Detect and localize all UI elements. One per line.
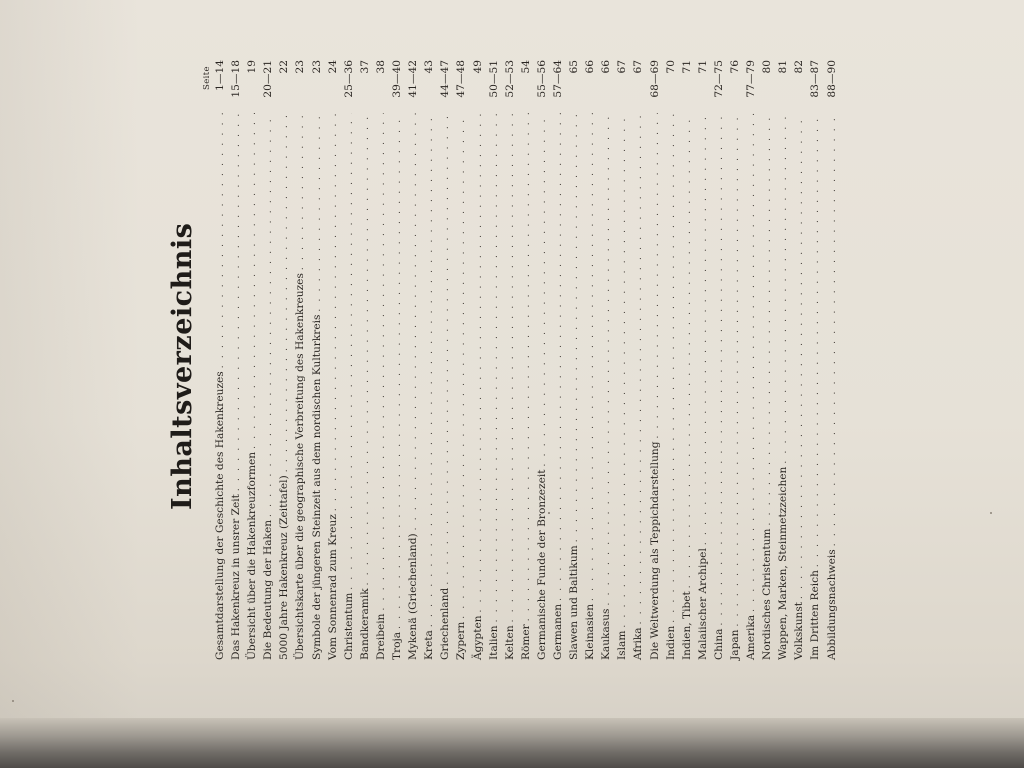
toc-entry-label: Afrika (632, 627, 645, 660)
toc-entry-label: Gesamtdarstellung der Geschichte des Hakenkreuzes (214, 371, 226, 660)
toc-dot-leader (535, 113, 551, 467)
toc-dot-leader (422, 113, 438, 627)
page-bottom-edge (0, 718, 1024, 768)
toc-entry-label: Volkskunst (793, 601, 806, 660)
toc-entry (550, 60, 566, 660)
toc-entry-page: 54 (519, 60, 532, 74)
toc-entry-label: Malaiischer Archipel (696, 548, 709, 660)
toc-dot-leader (825, 113, 841, 546)
toc-dot-leader (615, 113, 631, 628)
toc-entry (341, 60, 357, 660)
toc-entry-label: Germanische Funde der Bronzezeit (535, 469, 548, 660)
toc-entry-page: 25—36 (342, 60, 355, 98)
toc-entry-page: 72—75 (712, 60, 725, 98)
toc-dot-leader (406, 113, 422, 530)
toc-dot-leader (326, 113, 342, 511)
toc-dot-leader (213, 113, 229, 368)
toc-dot-leader (808, 113, 824, 567)
toc-entry-label: Kleinasien (584, 603, 597, 660)
toc-entry (807, 60, 823, 660)
toc-entry-label: Vom Sonnenrad zum Kreuz (326, 514, 339, 660)
toc-entry (309, 60, 325, 660)
toc-entry (437, 60, 453, 660)
toc-entry (630, 60, 646, 660)
toc-entry-label: Bandkeramik (358, 588, 371, 660)
toc-entry (824, 60, 840, 660)
toc-entry-page: 80 (761, 60, 774, 74)
toc-dot-leader (648, 113, 664, 439)
toc-entry-label: 5000 Jahre Hakenkreuz (Zeittafel) (278, 475, 291, 660)
toc-entry (453, 60, 469, 660)
toc-entry (244, 60, 260, 660)
toc-entry-label: Ägypten (471, 615, 484, 660)
toc-entry-label: Kreta (423, 630, 436, 660)
toc-dot-leader (310, 113, 326, 312)
toc-dot-leader (293, 113, 309, 270)
toc-entry-label: Griechenland (439, 587, 452, 660)
toc-entry-page: 44—47 (439, 60, 452, 98)
toc-entry-label: Indien, Tibet (680, 591, 693, 660)
toc-dot-leader (567, 113, 583, 542)
toc-entry-label: Römer (519, 624, 532, 660)
toc-entry-page: 55—56 (535, 60, 548, 98)
toc-entry-page: 57—64 (551, 60, 564, 98)
toc-entry-label: Germanen (551, 603, 564, 660)
toc-dot-leader (712, 113, 728, 626)
toc-entry (486, 60, 502, 660)
toc-entry-page: 20—21 (262, 60, 275, 98)
toc-entry (614, 60, 630, 660)
toc-dot-leader (696, 113, 712, 545)
toc-dot-leader (503, 113, 519, 622)
toc-entry-page: 23 (310, 60, 323, 74)
toc-entry-label: Die Bedeutung der Haken (262, 519, 275, 660)
toc-entry (502, 60, 518, 660)
toc-entry-page: 66 (600, 60, 613, 74)
toc-dot-leader (471, 113, 487, 612)
toc-entry-page: 41—42 (407, 60, 420, 98)
toc-dot-leader (728, 113, 744, 627)
toc-entry (743, 60, 759, 660)
toc-dot-leader (342, 113, 358, 590)
toc-title: Inhaltsverzeichnis (167, 222, 198, 510)
toc-dot-leader (599, 113, 615, 606)
toc-entry-page: 83—87 (809, 60, 822, 98)
toc-dot-leader (760, 113, 776, 526)
toc-entry (292, 60, 308, 660)
toc-entry-page: 67 (632, 60, 645, 74)
toc-entry (598, 60, 614, 660)
toc-dot-leader (374, 113, 390, 611)
toc-entry-page: 47—48 (455, 60, 468, 98)
toc-dot-leader (519, 113, 535, 621)
toc-entry-page: 71 (680, 60, 693, 74)
toc-entry (775, 60, 791, 660)
toc-entry-page: 23 (294, 60, 307, 74)
toc-dot-leader (583, 113, 599, 601)
toc-dot-leader (792, 113, 808, 599)
toc-entry (663, 60, 679, 660)
toc-entry-label: Christentum (342, 592, 355, 660)
toc-entry-page: 50—51 (487, 60, 500, 98)
toc-entry-label: Das Hakenkreuz in unsrer Zeit (230, 494, 243, 660)
page-column-label: Seite (202, 66, 212, 91)
toc-dot-leader (664, 113, 680, 623)
toc-entry-page: 37 (358, 60, 371, 74)
toc-entry-label: Im Dritten Reich (809, 570, 822, 660)
toc-dot-leader (390, 113, 406, 629)
toc-dot-leader (438, 113, 454, 585)
toc-dot-leader (680, 113, 696, 588)
toc-entry (695, 60, 711, 660)
toc-entry (357, 60, 373, 660)
toc-entry-label: Indien (664, 625, 677, 660)
toc-entry (791, 60, 807, 660)
toc-dot-leader (229, 113, 245, 491)
toc-entry-page: 71 (696, 60, 709, 74)
toc-entry-page: 82 (793, 60, 806, 74)
toc-entry-label: Japan (729, 629, 741, 660)
toc-entry-label: Übersichtskarte über die geographische Verbreitung des Hakenkreuzes (294, 273, 307, 660)
toc-entry (212, 60, 228, 660)
toc-entry-label: Dreibein (374, 613, 387, 660)
toc-entry-label: Mykenä (Griechenland) (407, 533, 420, 660)
toc-entry (389, 60, 405, 660)
toc-entry-page: 66 (584, 60, 597, 74)
toc-dot-leader (277, 113, 293, 472)
toc-entry-page: 24 (326, 60, 339, 74)
toc-dot-leader (454, 113, 470, 619)
toc-entry (759, 60, 775, 660)
toc-entry-label: Die Weltwerdung als Teppichdarstellung (648, 441, 661, 660)
toc-dot-leader (358, 113, 374, 585)
toc-dot-leader (551, 113, 567, 601)
toc-entry-label: Wappen, Marken, Steinmetzzeichen (777, 466, 790, 660)
toc-entry-page: 19 (246, 60, 259, 74)
toc-entry-page: 22 (278, 60, 291, 74)
toc-entry (325, 60, 341, 660)
toc-dot-leader (487, 113, 503, 622)
rotated-toc-block (145, 60, 860, 660)
toc-entry-label: Troja (391, 631, 404, 660)
toc-entry-label: Symbole der jüngeren Steinzeit aus dem nordischen Kulturkreis (310, 314, 323, 660)
page-shadow (0, 0, 140, 718)
toc-entry (727, 60, 743, 660)
toc-entry-page: 52—53 (503, 60, 516, 98)
toc-entry-label: Kelten (503, 625, 516, 660)
toc-entry (260, 60, 276, 660)
toc-entry-label: Slawen und Baltikum (568, 545, 581, 660)
toc-entry-label: Islam (616, 630, 629, 660)
toc-entry-label: Übersicht über die Hakenkreuzformen (246, 451, 259, 660)
toc-entry (518, 60, 534, 660)
toc-entry-page: 88—90 (825, 60, 838, 98)
toc-entry (534, 60, 550, 660)
toc-entry-page: 38 (374, 60, 387, 74)
toc-entry (276, 60, 292, 660)
toc-entry-page: 76 (729, 60, 741, 74)
toc-entry (421, 60, 437, 660)
toc-entry-label: Nordisches Christentum (761, 528, 774, 660)
toc-entry-label: Zypern (455, 621, 468, 660)
paper-speck (990, 512, 992, 514)
toc-entry (228, 60, 244, 660)
toc-entry (711, 60, 727, 660)
toc-entry-page: 15—18 (230, 60, 243, 98)
toc-entry (582, 60, 598, 660)
toc-entry-label: Abbildungsnachweis (825, 549, 838, 660)
paper-speck (548, 512, 550, 514)
toc-entry-page: 77—79 (745, 60, 758, 98)
toc-entry-page: 49 (471, 60, 484, 74)
toc-entry-page: 81 (777, 60, 790, 74)
toc-entry-page: 70 (664, 60, 677, 74)
toc-entry-page: 1—14 (214, 60, 226, 91)
toc-dot-leader (776, 113, 792, 464)
toc-entry-label: Kaukasus (600, 608, 613, 660)
toc-entry-page: 39—40 (391, 60, 404, 98)
toc-list (212, 60, 840, 660)
toc-entry (373, 60, 389, 660)
toc-dot-leader (631, 113, 647, 624)
paper-speck (12, 700, 14, 702)
toc-entry (470, 60, 486, 660)
toc-entry-page: 67 (616, 60, 629, 74)
toc-entry-label: China (712, 628, 725, 660)
toc-entry-page: 68—69 (648, 60, 661, 98)
toc-entry (647, 60, 663, 660)
toc-entry-label: Italien (487, 625, 500, 660)
toc-entry-label: Amerika (745, 614, 758, 660)
toc-dot-leader (245, 113, 261, 449)
toc-dot-leader (744, 113, 760, 612)
toc-entry-page: 43 (423, 60, 436, 74)
toc-entry-page: 65 (568, 60, 581, 74)
toc-dot-leader (261, 113, 277, 517)
toc-entry (566, 60, 582, 660)
toc-entry (405, 60, 421, 660)
toc-entry (679, 60, 695, 660)
